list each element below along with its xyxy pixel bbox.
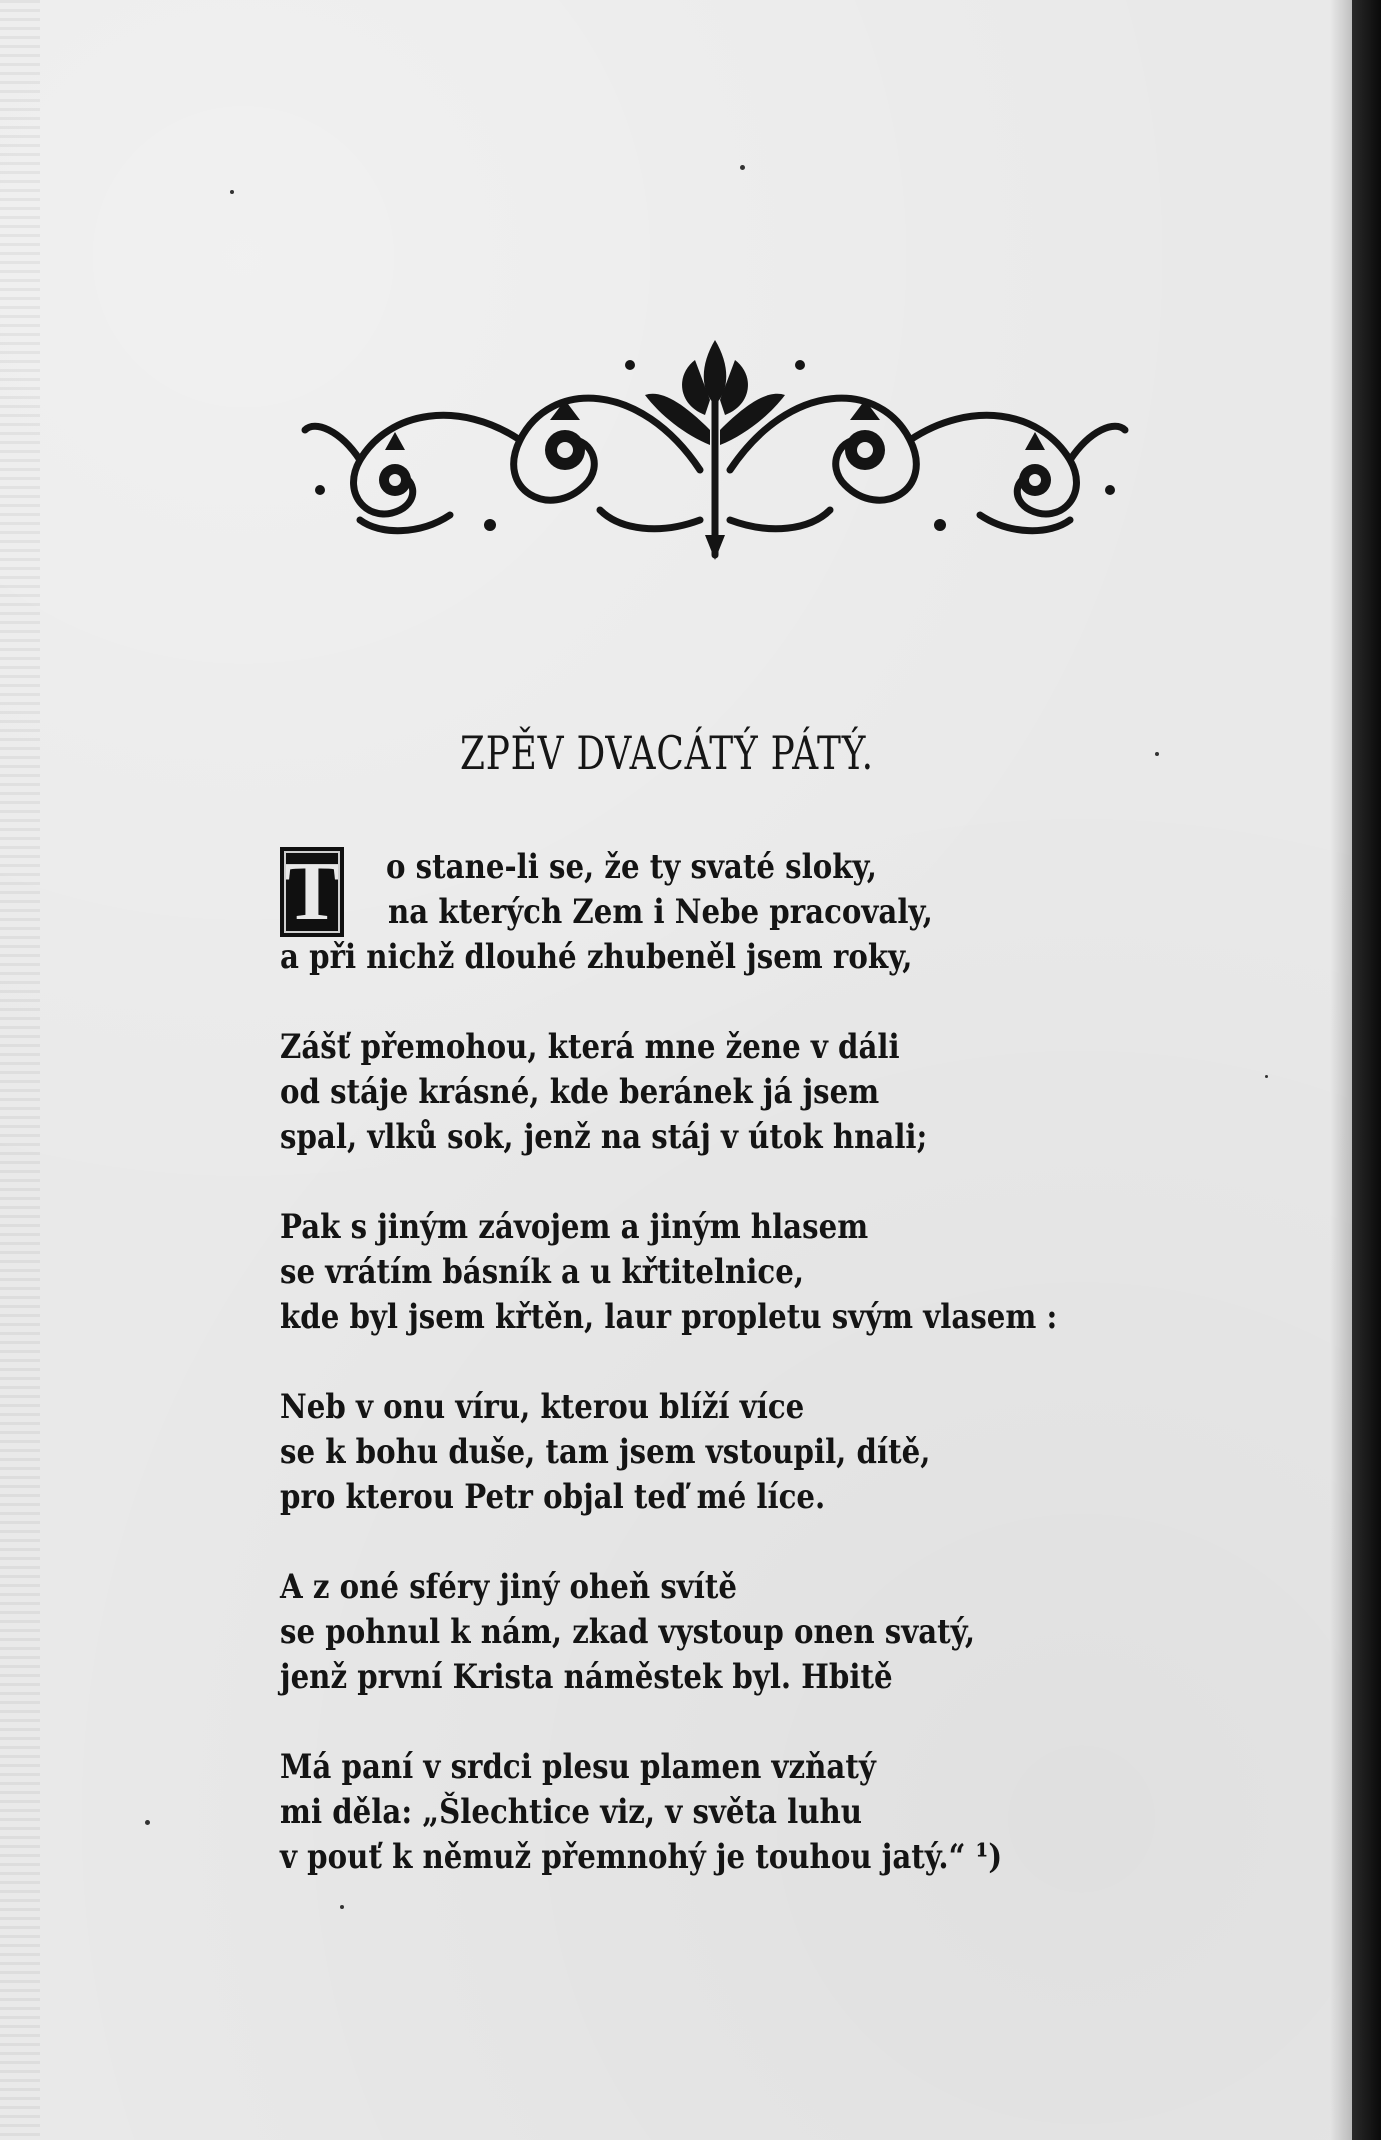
poem-line-text: Má paní v srdci plesu plamen vzňatý [280,1747,876,1787]
poem-line [280,1025,1180,1070]
book-spine-edge [1352,0,1381,2140]
poem-line-text: se k bohu duše, tam jsem vstoupil, dítě, [280,1432,931,1472]
poem-line [280,1835,1180,1880]
chapter-heading: ZPĚV DVACÁTÝ PÁTÝ. [460,726,874,780]
floral-headpiece-ornament-icon [300,320,1130,560]
poem-line [280,1295,1180,1340]
poem-line-text: mi děla: „Šlechtice viz, v světa luhu [280,1792,863,1832]
poem-line [280,1115,1180,1160]
poem-line-text: na kterých Zem i Nebe pracovaly, [388,892,933,932]
poem-line [280,1430,1180,1475]
poem-line [280,1205,1180,1250]
stanza-4 [280,1385,1180,1520]
stanza-2 [280,1025,1180,1160]
poem-line-text: se pohnul k nám, zkad vystoup onen svatý, [280,1612,976,1652]
stanza-1 [280,845,1180,980]
poem-line [280,1610,1180,1655]
stanza-5 [280,1565,1180,1700]
poem-line-text: kde byl jsem křtěn, laur propletu svým vlasem : [280,1297,1058,1337]
stanza-3 [280,1205,1180,1340]
poem-line [280,1745,1180,1790]
poem-line [280,1790,1180,1835]
poem-line-text: Zášť přemohou, která mne žene v dáli [280,1027,900,1067]
poem-line-text: v pouť k němuž přemnohý je touhou jatý.“ ¹) [280,1837,1003,1877]
gutter-shadow [1330,0,1352,2140]
scan-speck [740,165,745,170]
scan-speck [1155,752,1159,756]
poem-line [280,935,1180,980]
poem-line [280,1655,1180,1700]
poem-line [280,1070,1180,1115]
poem-line [280,1385,1180,1430]
poem-line-text: spal, vlků sok, jenž na stáj v útok hnali; [280,1117,928,1157]
scan-speck [145,1820,150,1825]
poem-line [280,1475,1180,1520]
poem-line-text: Neb v onu víru, kterou blíží více [280,1387,805,1427]
scan-speck [230,190,234,194]
poem-line [280,1250,1180,1295]
poem-line [280,1565,1180,1610]
poem-line-text: se vrátím básník a u křtitelnice, [280,1252,804,1292]
drop-cap [280,847,344,937]
poem-line-text: jenž první Krista náměstek byl. Hbitě [280,1657,893,1697]
poem-line-text: Pak s jiným závojem a jiným hlasem [280,1207,869,1247]
poem-line [280,890,1180,935]
scan-speck [340,1905,344,1909]
poem-body [280,845,1180,1925]
poem-line-text: pro kterou Petr objal teď mé líce. [280,1477,826,1517]
drop-cap-letter: T [283,845,341,938]
poem-line-text: od stáje krásné, kde beránek já jsem [280,1072,880,1112]
page-edge-grain [0,0,40,2140]
scan-speck [1265,1075,1268,1078]
poem-line-text: o stane-li se, že ty svaté sloky, [386,847,877,887]
stanza-6 [280,1745,1180,1880]
poem-line-text: A z oné sféry jiný oheň svítě [280,1567,738,1607]
poem-line-text: a při nichž dlouhé zhubeněl jsem roky, [280,937,913,977]
